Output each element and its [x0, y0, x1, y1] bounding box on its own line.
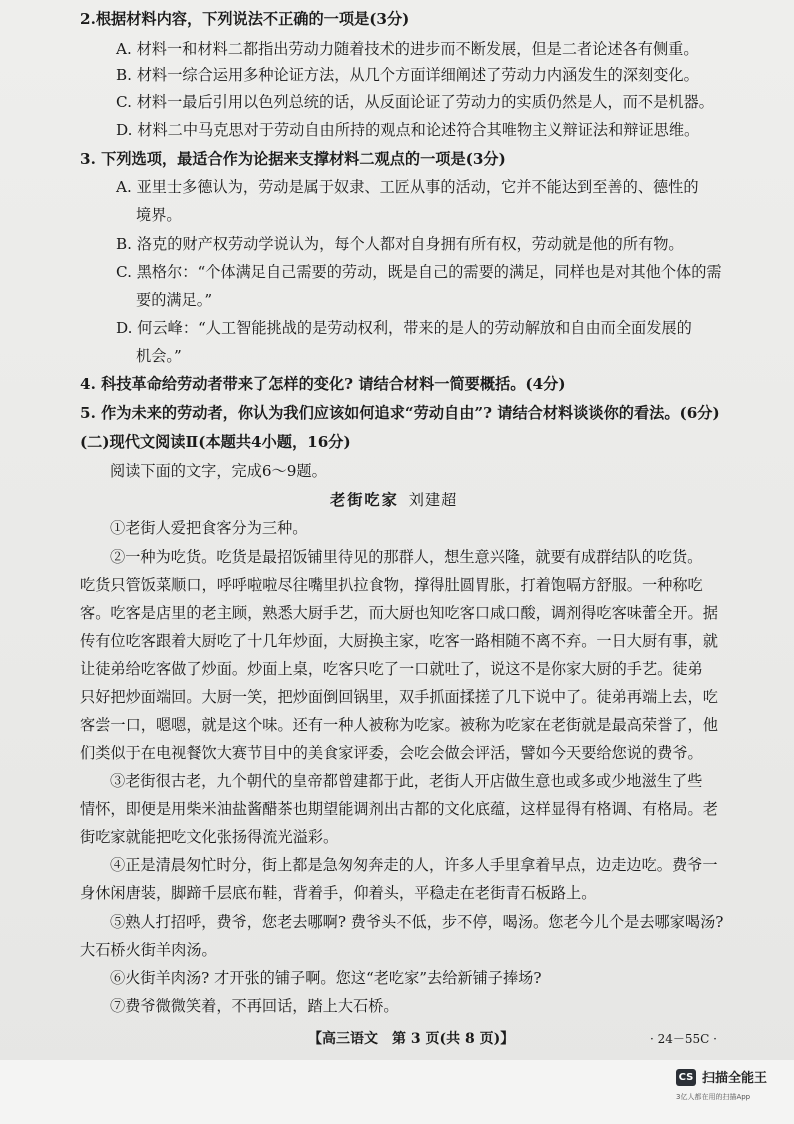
question-3-option-c-cont: 要的满足。” — [136, 291, 213, 309]
article-heading — [330, 489, 457, 511]
article-line: ①老街人爱把食客分为三种。 — [110, 519, 308, 537]
article-author: 刘建超 — [408, 491, 458, 509]
article-line: ③老街很古老，九个朝代的皇帝都曾建都于此，老街人开店做生意也或多或少地滋生了些 — [110, 772, 703, 790]
question-2-option-d: D. 材料二中马克思对于劳动自由所持的观点和论述符合其唯物主义辩证法和辩证思维。 — [116, 121, 700, 139]
question-2-option-a: A. 材料一和材料二都指出劳动力随着技术的进步而不断发展，但是二者论述各有侧重。 — [116, 40, 699, 58]
question-2-stem: 2.根据材料内容，下列说法不正确的一项是(3分) — [80, 10, 410, 28]
question-2-option-c: C. 材料一最后引用以色列总统的话，从反面论证了劳动力的实质仍然是人，而不是机器。 — [116, 93, 714, 111]
article-line: 大石桥火街羊肉汤。 — [80, 941, 217, 959]
question-3-option-c: C. 黑格尔：“个体满足自己需要的劳动，既是自己的需要的满足，同样也是对其他个体的需 — [116, 263, 722, 281]
article-line: 只好把炒面端回。大厨一笑，把炒面倒回锅里，双手抓面揉搓了几下说中了。徒弟再端上去，吃 — [80, 688, 718, 706]
article-line: 情怀，即便是用柴米油盐酱醋茶也期望能调剂出古都的文化底蕴，这样显得有格调、有格局。老 — [80, 800, 718, 818]
question-3-option-d-cont: 机会。” — [136, 347, 182, 365]
question-3-option-a: A. 亚里士多德认为，劳动是属于奴隶、工匠从事的活动，它并不能达到至善的、德性的 — [116, 178, 699, 196]
question-5: 5. 作为未来的劳动者，你认为我们应该如何追求“劳动自由”? 请结合材料谈谈你的看法。(6分) — [80, 404, 720, 422]
scanner-watermark — [676, 1066, 792, 1106]
article-line: 让徒弟给吃客做了炒面。炒面上桌，吃客只吃了一口就吐了，说这不是你家大厨的手艺。徒弟 — [80, 660, 703, 678]
section-header: (二)现代文阅读Ⅱ(本题共4小题，16分) — [80, 433, 351, 451]
article-line: 们类似于在电视餐饮大赛节目中的美食家评委，会吃会做会评活，譬如今天要给您说的费爷。 — [80, 744, 703, 762]
question-3-option-b: B. 洛克的财产权劳动学说认为，每个人都对自身拥有所有权，劳动就是他的所有物。 — [116, 235, 684, 253]
article-line: ⑦费爷微微笑着，不再回话，踏上大石桥。 — [110, 997, 399, 1015]
article-line: 街吃家就能把吃文化张扬得流光溢彩。 — [80, 828, 339, 846]
article-line: 客。吃客是店里的老主顾，熟悉大厨手艺，而大厨也知吃客口咸口酸，调剂得吃客味蕾全开。据 — [80, 604, 718, 622]
exam-code: · 24－55C · — [650, 1032, 717, 1046]
article-title: 老街吃家 — [330, 491, 399, 509]
camscanner-logo-icon: CS — [676, 1069, 696, 1086]
question-4: 4. 科技革命给劳动者带来了怎样的变化? 请结合材料一简要概括。(4分) — [80, 375, 566, 393]
scan-margin — [0, 1060, 794, 1124]
question-3-option-a-cont: 境界。 — [136, 206, 182, 224]
article-line: 传有位吃客跟着大厨吃了十几年炒面，大厨换主家，吃客一路相随不离不弃。一日大厨有事，就 — [80, 632, 718, 650]
page-footer: 【高三语文 第 3 页(共 8 页)】 — [308, 1031, 515, 1047]
article-line: 吃货只管饭菜顺口，呼呼啦啦尽往嘴里扒拉食物，撑得肚圆胃胀，打着饱嗝方舒服。一种称吃 — [80, 576, 703, 594]
section-instruction: 阅读下面的文字，完成6～9题。 — [110, 462, 327, 480]
question-3-option-d: D. 何云峰：“人工智能挑战的是劳动权利，带来的是人的劳动解放和自由而全面发展的 — [116, 319, 692, 337]
article-line: 身休闲唐装，脚蹄千层底布鞋，背着手，仰着头，平稳走在老街青石板路上。 — [80, 884, 597, 902]
article-line: ④正是清晨匆忙时分，街上都是急匆匆奔走的人，许多人手里拿着早点，边走边吃。费爷一 — [110, 856, 718, 874]
question-3-stem: 3. 下列选项，最适合作为论据来支撑材料二观点的一项是(3分) — [80, 150, 506, 168]
article-line: 客尝一口，嗯嗯，就是这个味。还有一种人被称为吃家。被称为吃家在老街就是最高荣誉了，他 — [80, 716, 718, 734]
article-line: ②一种为吃货。吃货是最招饭铺里待见的那群人，想生意兴隆，就要有成群结队的吃货。 — [110, 548, 703, 566]
article-line: ⑤熟人打招呼，费爷，您老去哪啊? 费爷头不低，步不停，喝汤。您老今儿个是去哪家喝汤? — [110, 913, 724, 931]
scanner-app-name: 扫描全能王 — [702, 1071, 768, 1086]
article-line: ⑥火街羊肉汤? 才开张的铺子啊。您这“老吃家”去给新铺子捧场? — [110, 969, 542, 987]
scanner-tagline: 3亿人都在用的扫描App — [676, 1093, 751, 1101]
question-2-option-b: B. 材料一综合运用多种论证方法，从几个方面详细阐述了劳动力内涵发生的深刻变化。 — [116, 66, 699, 84]
